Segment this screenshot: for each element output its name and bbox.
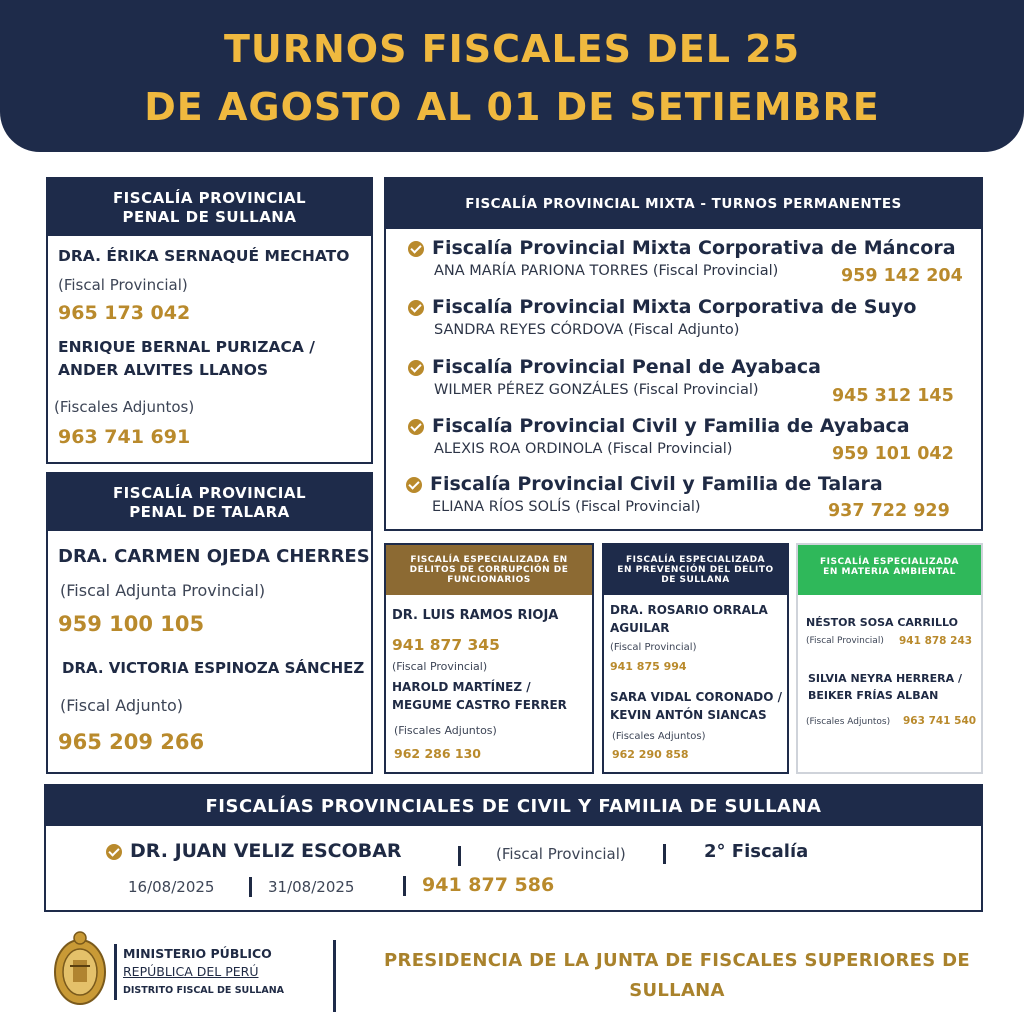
prevencion-phone2: 962 290 858 (612, 748, 689, 761)
prevencion-title-line2: EN PREVENCIÓN DEL DELITO (617, 565, 774, 575)
ambiental-phone1: 941 878 243 (899, 635, 973, 647)
org-name: MINISTERIO PÚBLICO (123, 946, 272, 961)
mixta-item-person: ANA MARÍA PARIONA TORRES (Fiscal Provincial) (434, 263, 779, 279)
logo-divider (114, 944, 117, 1000)
sullana-role1: (Fiscal Provincial) (58, 276, 188, 294)
corrupcion-role1: (Fiscal Provincial) (392, 660, 488, 673)
mixta-header (386, 179, 981, 229)
check-icon (408, 360, 424, 376)
mixta-item-person: ALEXIS ROA ORDINOLA (Fiscal Provincial) (434, 441, 733, 457)
corrupcion-header (386, 545, 592, 595)
talara-penal-header (48, 474, 371, 531)
separator (663, 844, 666, 864)
ambiental-role1: (Fiscal Provincial) (806, 636, 884, 646)
mixta-item-title: Fiscalía Provincial Civil y Familia de Talara (430, 473, 883, 495)
mixta-item-title: Fiscalía Provincial Mixta Corporativa de Máncora (432, 237, 956, 259)
presidency-line1: PRESIDENCIA DE LA JUNTA DE FISCALES SUPERIORES DE (384, 950, 970, 971)
sullana-penal-title-line1: FISCALÍA PROVINCIAL (112, 188, 307, 207)
civil-familia-name: DR. JUAN VELIZ ESCOBAR (130, 840, 402, 862)
talara-role1: (Fiscal Adjunta Provincial) (60, 581, 266, 600)
mixta-card (384, 177, 983, 531)
civil-familia-person (106, 840, 402, 862)
civil-familia-title: FISCALÍAS PROVINCIALES DE CIVIL Y FAMILIA DE SULLANA (205, 795, 822, 817)
org-country: REPÚBLICA DEL PERÚ (123, 964, 259, 979)
prevencion-role1: (Fiscal Provincial) (610, 642, 697, 653)
separator (403, 876, 406, 896)
mixta-item-phone: 945 312 145 (832, 386, 954, 406)
mixta-item-person: WILMER PÉREZ GONZÁLES (Fiscal Provincial) (434, 382, 759, 398)
ambiental-header (798, 545, 981, 595)
corrupcion-title-line1: FISCALÍA ESPECIALIZADA EN (410, 555, 568, 565)
presidency-line2: SULLANA (629, 980, 725, 1001)
mixta-title: FISCALÍA PROVINCIAL MIXTA - TURNOS PERMANENTES (465, 196, 902, 212)
prevencion-name1-line1: DRA. ROSARIO ORRALA (610, 603, 768, 617)
sullana-role2: (Fiscales Adjuntos) (54, 398, 195, 416)
prevencion-name2-line1: SARA VIDAL CORONADO / (610, 690, 782, 704)
ambiental-title-line1: FISCALÍA ESPECIALIZADA (819, 557, 960, 567)
ministerio-seal-icon (52, 930, 108, 1010)
mixta-item-title: Fiscalía Provincial Mixta Corporativa de Suyo (432, 296, 917, 318)
corrupcion-name2-line2: MEGUME CASTRO FERRER (392, 698, 567, 712)
corrupcion-card (384, 543, 594, 774)
prevencion-card (602, 543, 789, 774)
corrupcion-phone2: 962 286 130 (394, 746, 481, 761)
mixta-item-title: Fiscalía Provincial Civil y Familia de Ayabaca (432, 415, 910, 437)
ambiental-role2: (Fiscales Adjuntos) (806, 717, 891, 727)
mixta-item-phone: 959 101 042 (832, 444, 954, 464)
prevencion-name1-line2: AGUILAR (610, 621, 670, 635)
prevencion-title-line1: FISCALÍA ESPECIALIZADA (625, 555, 766, 565)
sullana-phone1: 965 173 042 (58, 302, 191, 324)
talara-role2: (Fiscal Adjunto) (60, 696, 184, 715)
footer-divider (333, 940, 336, 1012)
mixta-item-person: ELIANA RÍOS SOLÍS (Fiscal Provincial) (432, 499, 701, 515)
check-icon (406, 477, 422, 493)
check-icon (408, 241, 424, 257)
corrupcion-name2-line1: HAROLD MARTÍNEZ / (392, 680, 531, 694)
header-title-line1: TURNOS FISCALES DEL 25 (223, 27, 801, 71)
corrupcion-phone1: 941 877 345 (392, 636, 500, 654)
separator (249, 877, 252, 897)
org-district: DISTRITO FISCAL DE SULLANA (123, 985, 285, 996)
presidency-text (352, 946, 1002, 1006)
talara-penal-title-line1: FISCALÍA PROVINCIAL (112, 483, 307, 502)
ambiental-title-line2: EN MATERIA AMBIENTAL (823, 567, 956, 577)
ambiental-name2-line1: SILVIA NEYRA HERRERA / (808, 672, 962, 685)
prevencion-role2: (Fiscales Adjuntos) (612, 731, 706, 742)
check-icon (106, 844, 122, 860)
prevencion-phone1: 941 875 994 (610, 660, 687, 673)
talara-name2: DRA. VICTORIA ESPINOZA SÁNCHEZ (62, 659, 365, 677)
talara-penal-card (46, 472, 373, 774)
check-icon (408, 419, 424, 435)
prevencion-title-line3: DE SULLANA (661, 575, 730, 585)
corrupcion-name1: DR. LUIS RAMOS RIOJA (392, 608, 559, 623)
prevencion-header (604, 545, 787, 595)
talara-phone2: 965 209 266 (58, 730, 205, 754)
sullana-penal-card (46, 177, 373, 464)
sullana-name1: DRA. ÉRIKA SERNAQUÉ MECHATO (58, 247, 350, 265)
ambiental-name2-line2: BEIKER FRÍAS ALBAN (808, 689, 939, 702)
mixta-item-phone: 959 142 204 (841, 266, 963, 286)
civil-familia-role: (Fiscal Provincial) (496, 845, 626, 863)
sullana-penal-title-line2: PENAL DE SULLANA (122, 207, 297, 226)
mixta-item (408, 296, 978, 338)
header-title-line2: DE AGOSTO AL 01 DE SETIEMBRE (144, 85, 880, 129)
civil-familia-phone: 941 877 586 (422, 874, 555, 896)
page-header (0, 0, 1024, 152)
corrupcion-title-line3: FUNCIONARIOS (447, 575, 531, 585)
mixta-item-title: Fiscalía Provincial Penal de Ayabaca (432, 356, 821, 378)
civil-familia-date-to: 31/08/2025 (268, 878, 355, 896)
corrupcion-role2: (Fiscales Adjuntos) (394, 724, 497, 737)
prevencion-name2-line2: KEVIN ANTÓN SIANCAS (610, 708, 767, 722)
talara-name1: DRA. CARMEN OJEDA CHERRES (58, 546, 370, 567)
civil-familia-header (46, 786, 981, 826)
sullana-penal-header (48, 179, 371, 236)
ambiental-card (796, 543, 983, 774)
talara-phone1: 959 100 105 (58, 612, 205, 636)
mixta-item-phone: 937 722 929 (828, 501, 950, 521)
sullana-phone2: 963 741 691 (58, 426, 191, 448)
civil-familia-card (44, 784, 983, 912)
sullana-name2-line2: ANDER ALVITES LLANOS (58, 361, 269, 379)
ambiental-phone2: 963 741 540 (903, 715, 977, 727)
civil-familia-date-from: 16/08/2025 (128, 878, 215, 896)
civil-familia-office: 2° Fiscalía (704, 841, 809, 862)
talara-penal-title-line2: PENAL DE TALARA (129, 502, 290, 521)
mixta-item-person: SANDRA REYES CÓRDOVA (Fiscal Adjunto) (434, 322, 740, 338)
separator (458, 846, 461, 866)
ambiental-name1: NÉSTOR SOSA CARRILLO (806, 616, 958, 629)
corrupcion-title-line2: DELITOS DE CORRUPCIÓN DE (409, 565, 569, 575)
check-icon (408, 300, 424, 316)
sullana-name2-line1: ENRIQUE BERNAL PURIZACA / (58, 338, 315, 356)
